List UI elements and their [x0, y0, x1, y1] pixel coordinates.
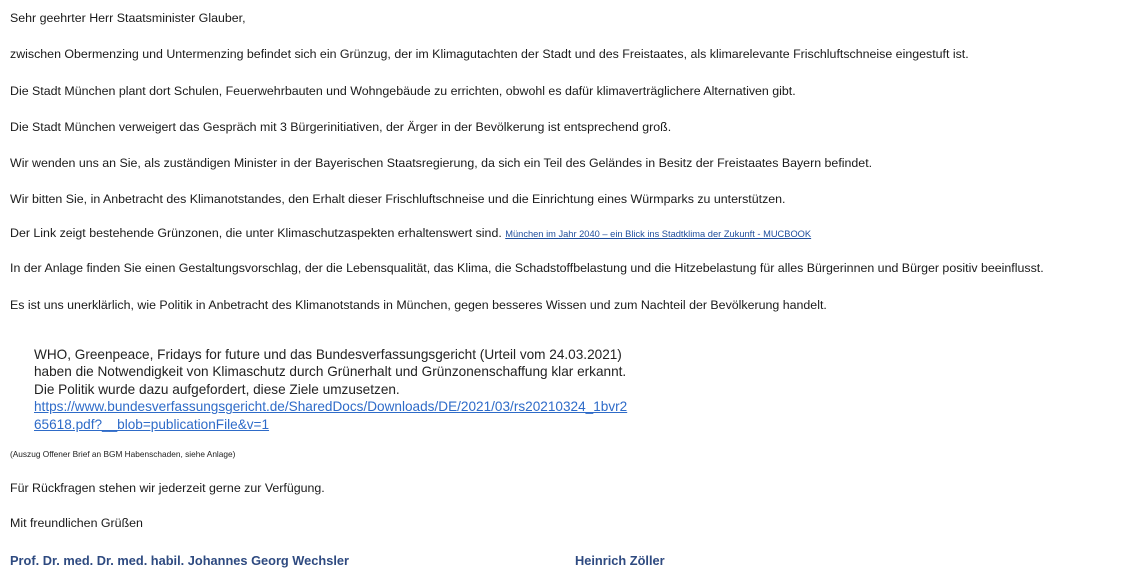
quote-line: haben die Notwendigkeit von Klimaschutz durch Grünerhalt und Grünzonenschaffung klar erkannt. [34, 364, 627, 380]
court-ruling-link[interactable]: https://www.bundesverfassungsgericht.de/SharedDocs/Downloads/DE/2021/03/rs20210324_1bvr2 [34, 399, 628, 415]
paragraph: Wir wenden uns an Sie, als zuständigen Minister in der Bayerischen Staatsregierung, da sich ein Teil des Geländes in Besitz der Freistaates Bayern befindet. [10, 156, 873, 170]
closing-greeting: Mit freundlichen Grüßen [10, 516, 143, 530]
signature-wechsler: Prof. Dr. med. Dr. med. habil. Johannes Georg Wechsler [10, 553, 349, 568]
court-ruling-link-continued[interactable]: 65618.pdf?__blob=publicationFile&v=1 [34, 416, 270, 432]
quote-excerpt [34, 346, 627, 433]
paragraph: Die Stadt München plant dort Schulen, Feuerwehrbauten und Wohngebäude zu errichten, obwohl es dafür klimaverträglichere Alternativen gibt. [10, 84, 796, 98]
quote-line: WHO, Greenpeace, Fridays for future und das Bundesverfassungsgericht (Urteil vom 24.03.2021) [34, 347, 622, 362]
link-paragraph-text: Der Link zeigt bestehende Grünzonen, die unter Klimaschutzaspekten erhaltenswert sind. [10, 226, 502, 240]
excerpt-note: (Auszug Offener Brief an BGM Habenschaden, siehe Anlage) [10, 449, 236, 459]
paragraph: In der Anlage finden Sie einen Gestaltungsvorschlag, der die Lebensqualität, das Klima, die Schadstoffbelastung und die Hitzebelastung für alles Bürgerinnen und Bürger positiv beeinflusst. [10, 261, 1044, 275]
paragraph: Wir bitten Sie, in Anbetracht des Klimanotstandes, den Erhalt dieser Frischluftschneise und die Einrichtung eines Würmparks zu unterstützen. [10, 192, 786, 206]
quote-line: Die Politik wurde dazu aufgefordert, diese Ziele umzusetzen. [34, 381, 400, 397]
paragraph: zwischen Obermenzing und Untermenzing befindet sich ein Grünzug, der im Klimagutachten der Stadt und des Freistaates, als klimarelevante Frischluftschneise eingestuft ist. [10, 47, 969, 61]
paragraph: Es ist uns unerklärlich, wie Politik in Anbetracht des Klimanotstands in München, gegen besseres Wissen und zum Nachteil der Bevölkerung handelt. [10, 298, 827, 312]
link-paragraph [10, 226, 811, 242]
mucbook-link[interactable]: München im Jahr 2040 – ein Blick ins Stadtklima der Zukunft - MUCBOOK [505, 229, 812, 239]
closing-line: Für Rückfragen stehen wir jederzeit gerne zur Verfügung. [10, 481, 325, 495]
signature-zoeller: Heinrich Zöller [575, 553, 665, 568]
salutation: Sehr geehrter Herr Staatsminister Glauber, [10, 11, 246, 25]
paragraph: Die Stadt München verweigert das Gespräch mit 3 Bürgerinitiativen, der Ärger in der Bevölkerung ist entsprechend groß. [10, 120, 672, 134]
